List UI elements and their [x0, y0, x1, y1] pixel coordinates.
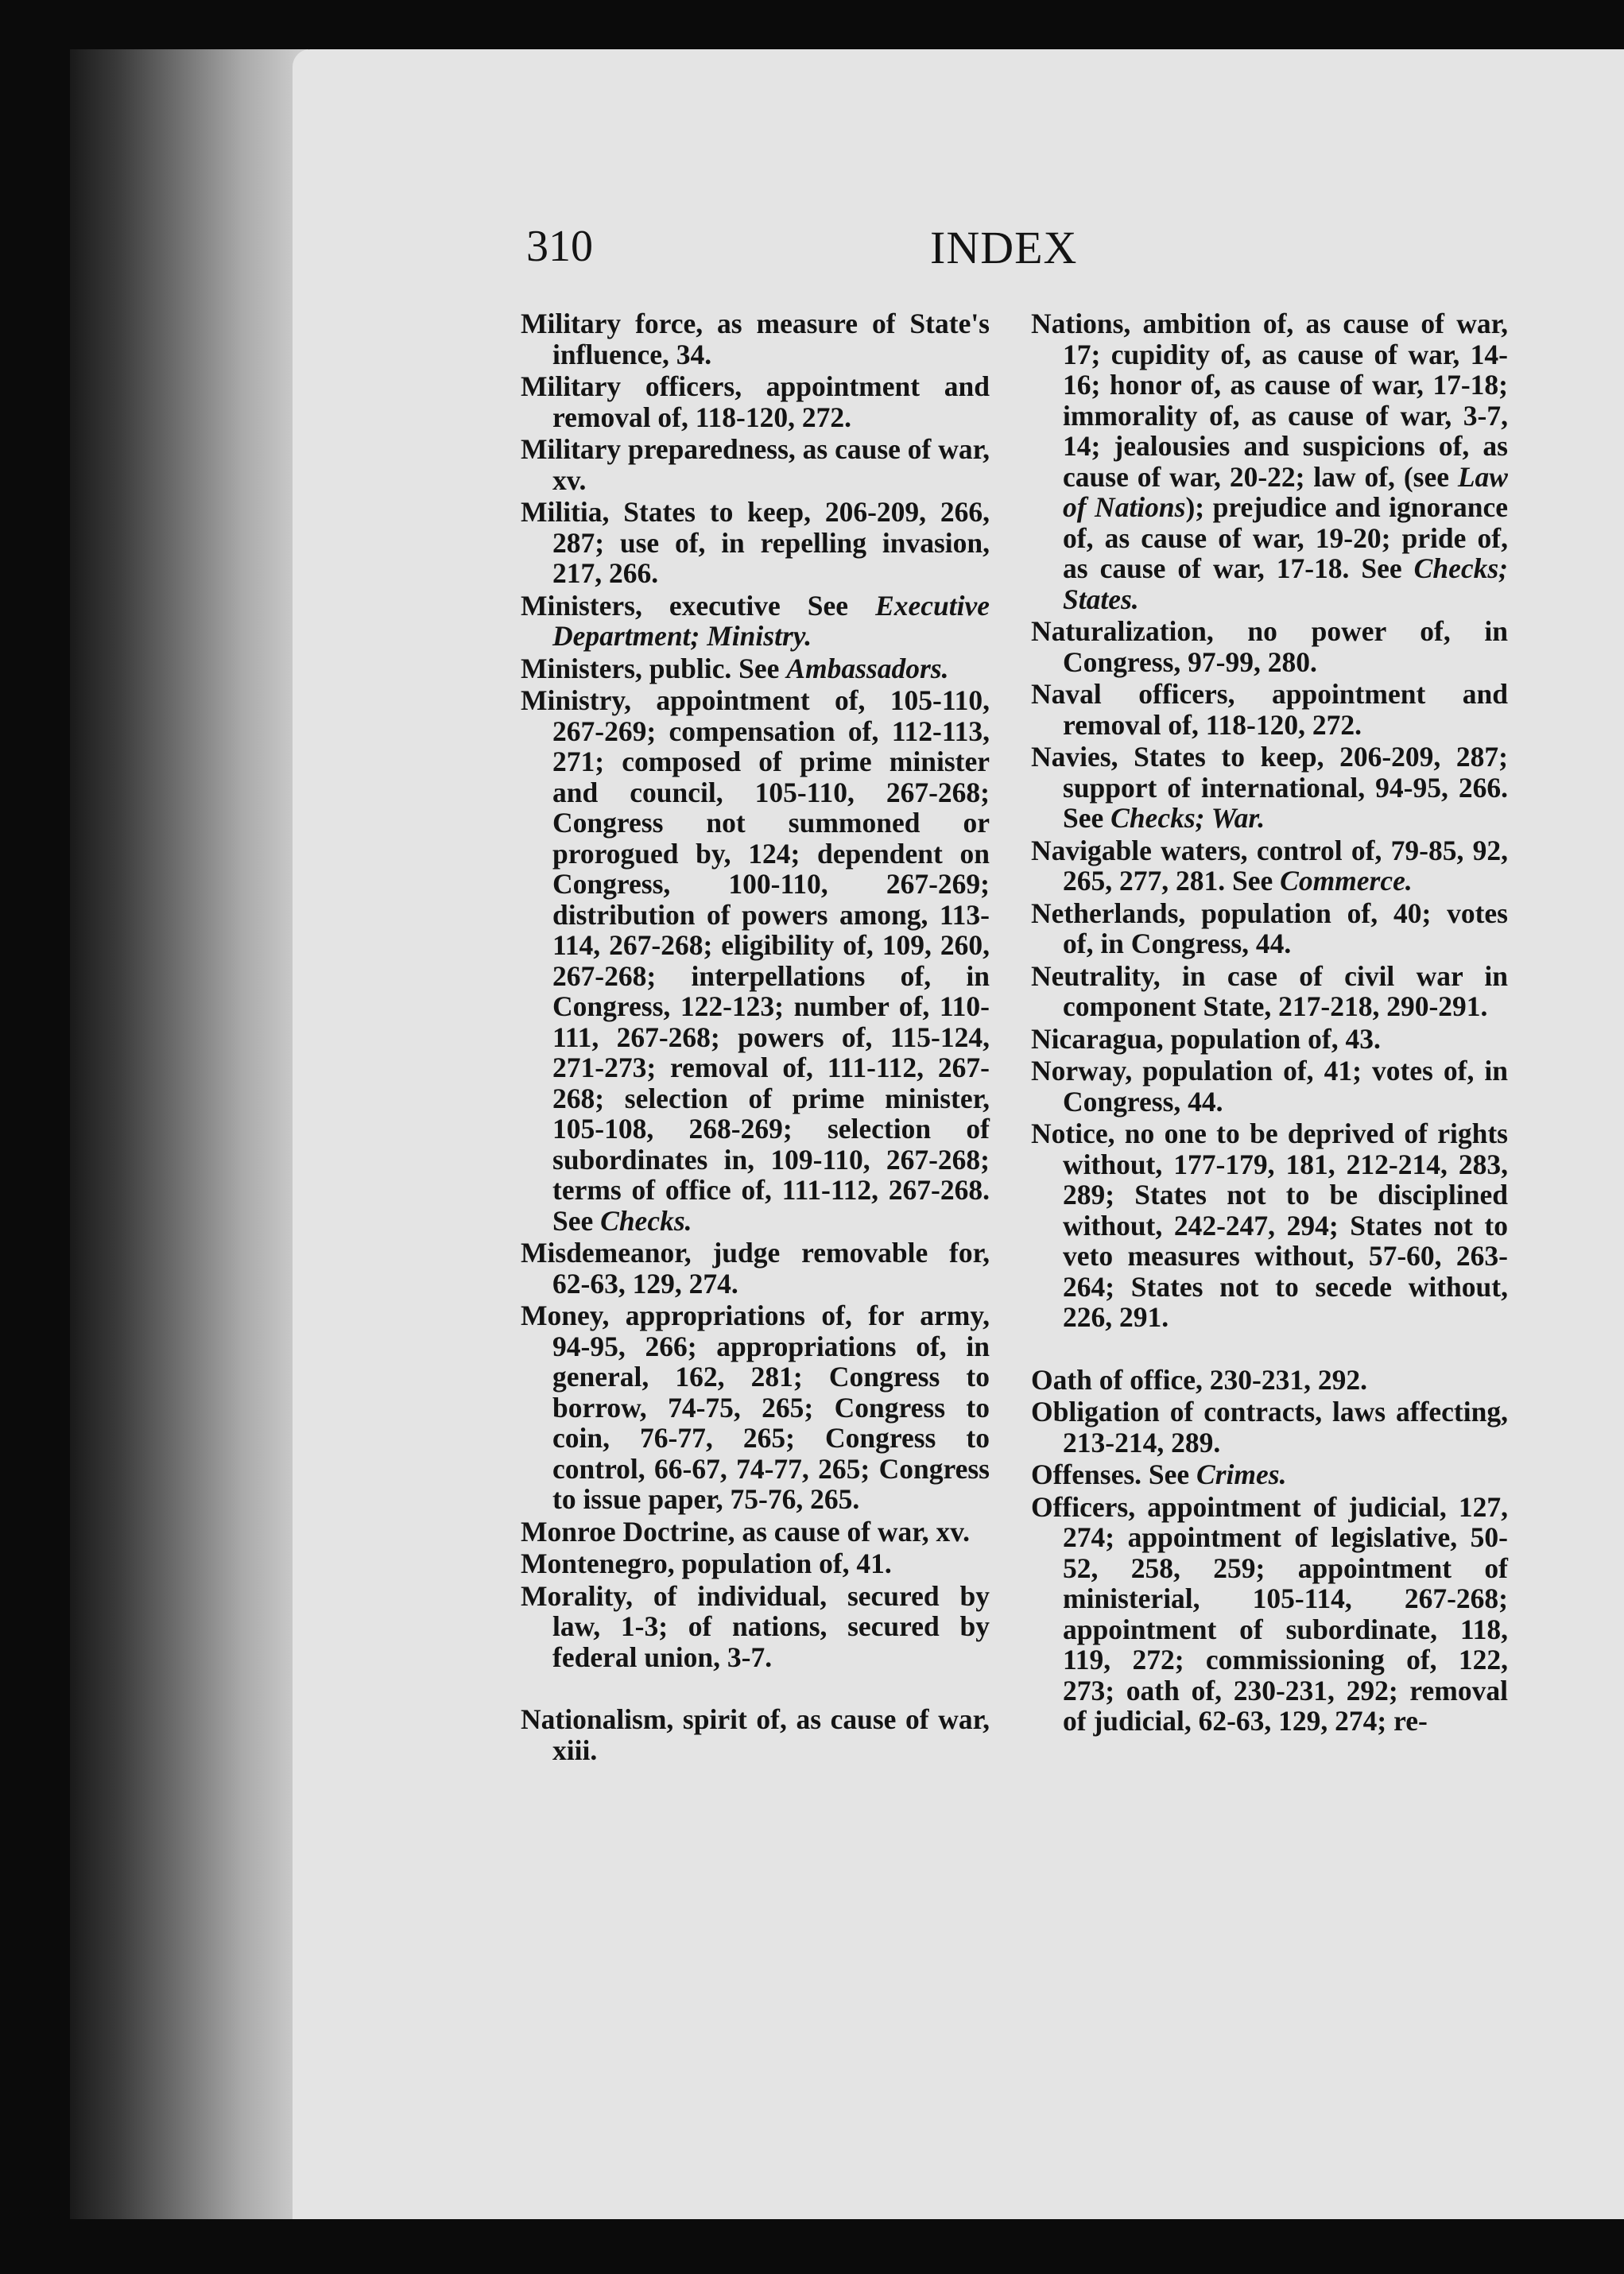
entry-text: Oath of office, 230-231, 292. — [1031, 1363, 1367, 1396]
entry-text: Navies, States to keep, 206-209, 287; support of international, 94-95, 266. See — [1031, 741, 1508, 834]
entry-text: Military officers, appointment and removal of, 118-120, 272. — [521, 370, 990, 433]
index-entry — [1031, 1365, 1508, 1396]
index-entry — [1031, 616, 1508, 677]
index-entry — [521, 1704, 990, 1765]
index-entry — [1031, 1024, 1508, 1055]
cross-reference: Ambassadors. — [786, 652, 949, 684]
entry-text: Military force, as measure of State's influence, 34. — [521, 308, 990, 370]
cross-reference: Commerce. — [1280, 865, 1413, 897]
entry-text: ); prejudice and ignorance of, as cause of war, 19-20; pride of, as cause of war, 17-18. See — [1063, 491, 1508, 584]
index-entry — [521, 685, 990, 1236]
cross-reference: Checks; States. — [1063, 552, 1508, 615]
entry-text: Notice, no one to be deprived of rights without, 177-179, 181, 212-214, 283, 289; States not to be disciplined without, 242-247, 294; States not to veto measures without, 57-60, 263-264; States not to secede without, 226, 291. — [1031, 1118, 1508, 1333]
entry-text: Misdemeanor, judge removable for, 62-63, 129, 274. — [521, 1237, 990, 1300]
entry-text: Monroe Doctrine, as cause of war, xv. — [521, 1515, 970, 1548]
index-entry — [521, 308, 990, 370]
cross-reference: Checks; War. — [1110, 802, 1265, 834]
entry-text: Officers, appointment of judicial, 127, 274; appointment of legislative, 50-52, 258, 259; appointment of ministerial, 105-114, 267-268; appointment of subordinate, 118, 119, 272; commissioning of, 122, 273; oath of, 230-231, 292; removal of judicial, 62-63, 129, 274; re- — [1031, 1490, 1508, 1737]
entry-text: Norway, population of, 41; votes of, in Congress, 44. — [1031, 1055, 1508, 1118]
cross-reference: Crimes. — [1196, 1459, 1287, 1490]
index-entry — [521, 1238, 990, 1299]
index-entry — [521, 1548, 990, 1579]
entry-text: Naval officers, appointment and removal of, 118-120, 272. — [1031, 678, 1508, 741]
index-entry — [521, 434, 990, 495]
index-entry — [521, 497, 990, 589]
entry-text: Obligation of contracts, laws affecting, 213-214, 289. — [1031, 1396, 1508, 1459]
index-entry — [1031, 679, 1508, 740]
entry-text: Ministers, public. See — [521, 652, 787, 684]
entry-text: Nicaragua, population of, 43. — [1031, 1022, 1381, 1055]
index-entry — [1031, 835, 1508, 897]
cross-reference: Executive Department; Ministry. — [552, 589, 990, 652]
entry-text: Nations, ambition of, as cause of war, 17; cupidity of, as cause of war, 14-16; honor of, as cause of war, 17-18; immorality of, as cause of war, 3-7, 14; jealousies and suspicions of, as cause of war, 20-22; law of, (see — [1031, 308, 1508, 493]
index-entry — [1031, 742, 1508, 834]
entry-text: Military preparedness, as cause of war, xv. — [521, 433, 990, 496]
entry-text: Montenegro, population of, 41. — [521, 1548, 892, 1579]
index-entry — [1031, 961, 1508, 1022]
entry-text: Naturalization, no power of, in Congress, 97-99, 280. — [1031, 615, 1508, 678]
entry-text: Ministry, appointment of, 105-110, 267-269; compensation of, 112-113, 271; composed of prime minister and council, 105-110, 267-268; Congress not summoned or prorogued by, 124; dependent on Congress, 100-110, 267-269; distribution of powers among, 113-114, 267-268; eligibility of, 109, 260, 267-268; interpellations of, in Congress, 122-123; number of, 110-111, 267-268; powers of, 115-124, 271-273; removal of, 111-112, 267-268; selection of prime minister, 105-108, 268-269; selection of subordinates in, 109-110, 267-268; terms of office of, 111-112, 267-268. See — [521, 684, 990, 1237]
page-title: INDEX — [930, 222, 1078, 273]
entry-text: Nationalism, spirit of, as cause of war, xiii. — [521, 1703, 990, 1766]
index-entry — [1031, 1459, 1508, 1490]
entry-text: Ministers, executive See — [521, 589, 876, 622]
index-column-left — [521, 308, 990, 1767]
cross-reference: Checks. — [600, 1204, 692, 1237]
index-entry — [521, 591, 990, 652]
book-binding-edge — [70, 49, 308, 2219]
index-entry — [521, 1517, 990, 1548]
index-entry — [1031, 1492, 1508, 1737]
entry-text: Militia, States to keep, 206-209, 266, 287; use of, in repelling invasion, 217, 266. — [521, 496, 990, 589]
index-entry — [1031, 1056, 1508, 1117]
index-entry — [1031, 1118, 1508, 1333]
entry-text: Money, appropriations of, for army, 94-95, 266; appropriations of, in general, 162, 281; Congress to borrow, 74-75, 265; Congress to coin, 76-77, 265; Congress to control, 66-67, 74-77, 265; Congress to issue paper, 75-76, 265. — [521, 1300, 990, 1515]
index-entry — [1031, 308, 1508, 614]
entry-text: Netherlands, population of, 40; votes of, in Congress, 44. — [1031, 897, 1508, 959]
index-column-right — [1031, 308, 1508, 1738]
index-entry — [1031, 898, 1508, 959]
index-entry — [521, 1581, 990, 1673]
page-number: 310 — [526, 222, 593, 271]
entry-text: Navigable waters, control of, 79-85, 92, 265, 277, 281. See — [1031, 834, 1508, 897]
entry-text: Neutrality, in case of civil war in component State, 217-218, 290-291. — [1031, 959, 1508, 1022]
index-entry — [521, 371, 990, 432]
entry-text: Offenses. See — [1031, 1459, 1197, 1490]
index-entry — [521, 653, 990, 684]
cross-reference: Law of Nations — [1063, 460, 1508, 523]
index-entry — [521, 1300, 990, 1515]
index-entry — [1031, 1397, 1508, 1458]
entry-text: Morality, of individual, secured by law, 1-3; of nations, secured by federal union, 3-7. — [521, 1579, 990, 1673]
